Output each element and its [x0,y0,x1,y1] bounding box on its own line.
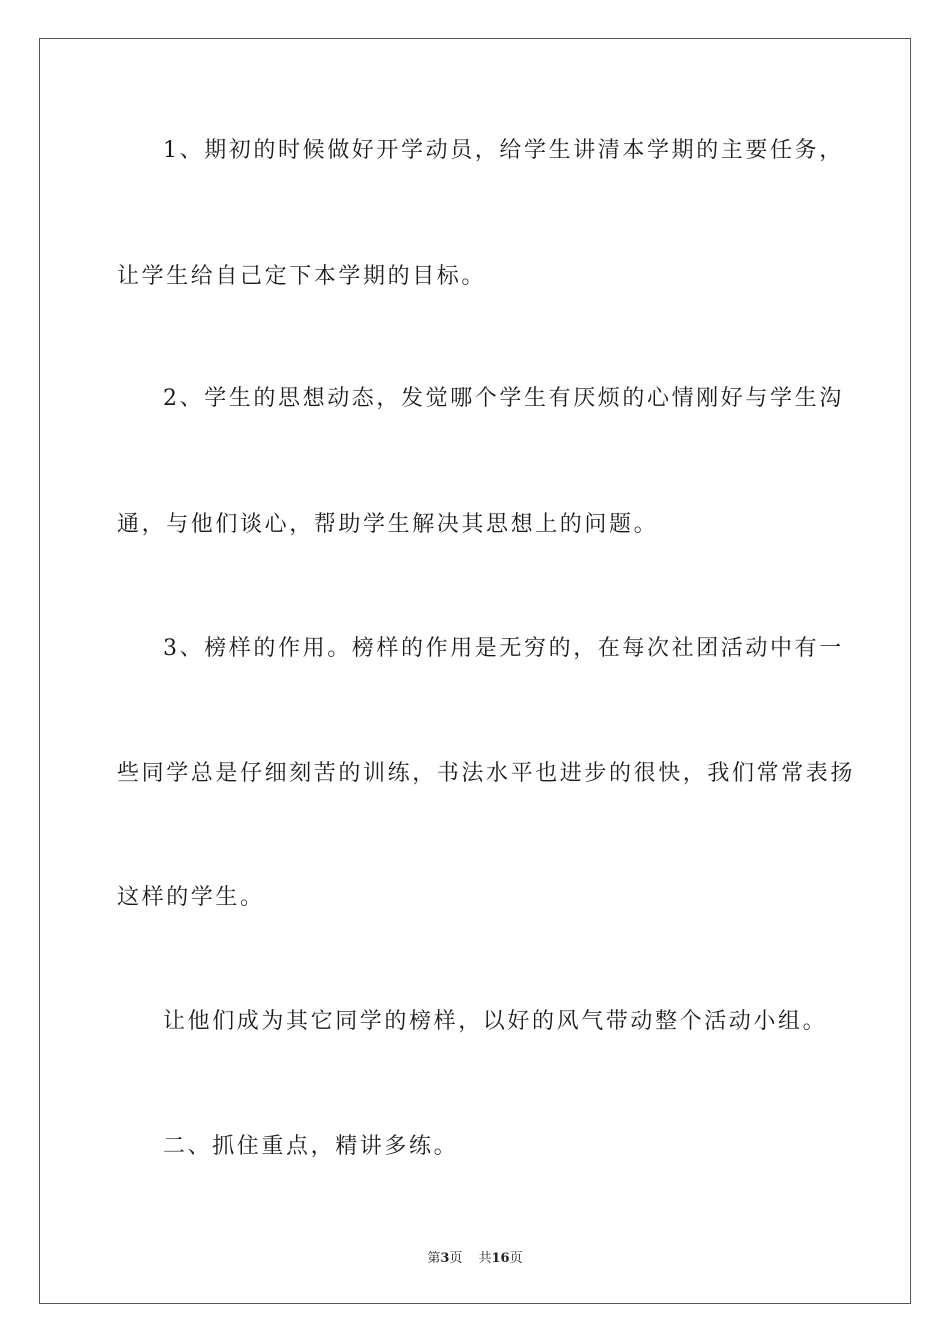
paragraph-line-6: 些同学总是仔细刻苦的训练，书法水平也进步的很快，我们常常表扬 [117,761,856,786]
current-page-number: 3 [440,1251,450,1266]
paragraph-line-2: 让学生给自己定下本学期的目标。 [117,264,487,289]
total-pages-number: 16 [491,1251,510,1266]
page-border [39,38,911,1304]
page-footer [0,1247,950,1266]
total-suffix: 页 [509,1251,523,1266]
paragraph-line-5: 3、榜样的作用。榜样的作用是无穷的，在每次社团活动中有一 [163,636,844,661]
total-prefix: 共 [478,1251,492,1266]
paragraph-line-9: 二、抓住重点，精讲多练。 [163,1134,459,1159]
paragraph-line-3: 2、学生的思想动态，发觉哪个学生有厌烦的心情刚好与学生沟 [163,386,844,411]
paragraph-line-1: 1、期初的时候做好开学动员，给学生讲清本学期的主要任务， [163,138,844,163]
page-suffix: 页 [449,1251,463,1266]
paragraph-line-8: 让他们成为其它同学的榜样，以好的风气带动整个活动小组。 [163,1009,828,1034]
paragraph-line-4: 通，与他们谈心，帮助学生解决其思想上的问题。 [117,512,659,537]
paragraph-line-7: 这样的学生。 [117,885,265,910]
page-prefix: 第 [427,1251,441,1266]
